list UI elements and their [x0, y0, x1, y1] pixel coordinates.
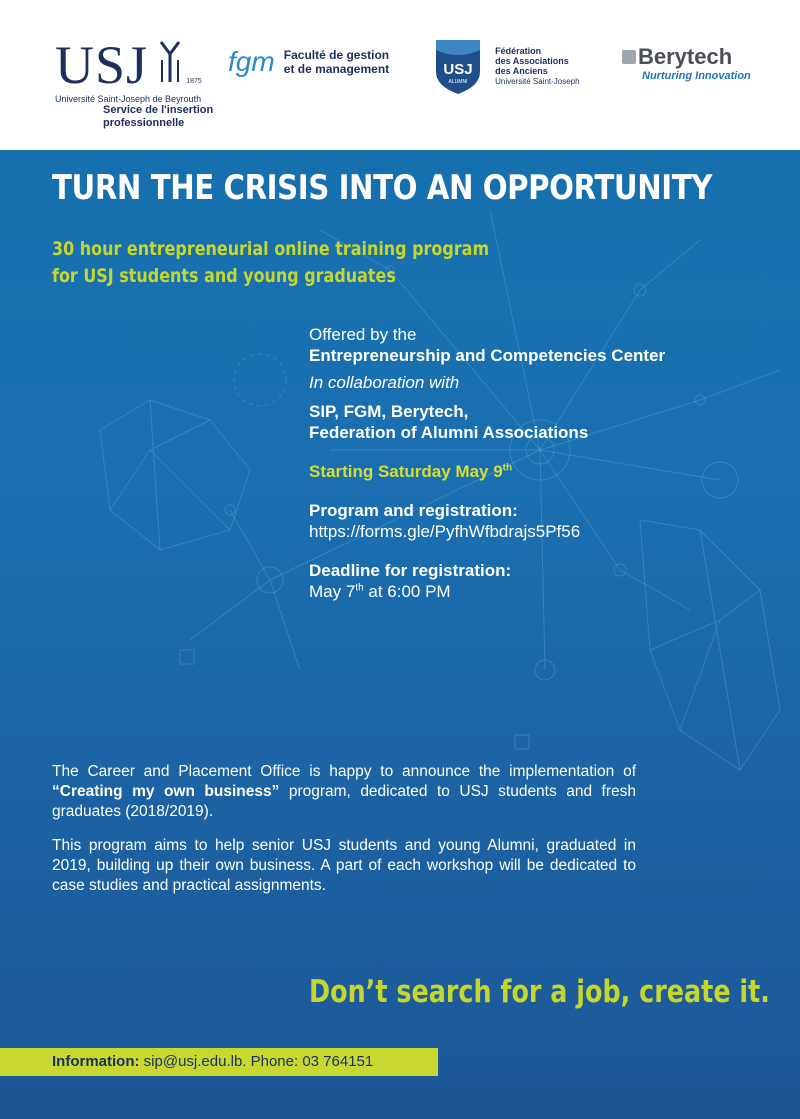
start-date: [309, 461, 749, 482]
federation-logo: [432, 36, 602, 96]
slogan: Don’t search for a job, create it.: [309, 974, 770, 1010]
fgm-text: [284, 48, 389, 76]
berytech-square-icon: [622, 50, 636, 64]
poster-title: TURN THE CRISIS INTO AN OPPORTUNITY: [52, 168, 712, 208]
info-label: Information:: [52, 1053, 140, 1070]
fgm-line2: et de management: [283, 62, 390, 76]
info-text: [52, 1053, 373, 1070]
deadline-pre: May 7: [309, 582, 356, 601]
para1-pre: The Career and Placement Office is happy to announce the implementation of: [52, 763, 636, 780]
fgm-mark: fgm: [228, 46, 275, 77]
collab-label: In collaboration with: [309, 373, 460, 392]
deadline-sup: th: [355, 582, 364, 594]
poster-subtitle: [52, 236, 489, 290]
program-label: Program and registration:: [309, 501, 518, 520]
header: [0, 0, 800, 150]
fgm-line1: Faculté de gestion: [283, 48, 390, 62]
usj-service-line2: professionnelle: [103, 117, 185, 129]
info-bar: [0, 1048, 438, 1076]
para1-bold: “Creating my own business”: [52, 783, 280, 800]
deadline-date: [309, 581, 749, 602]
start-date-text: Starting Saturday May 9: [309, 462, 503, 481]
federation-line1: Fédération: [495, 46, 542, 56]
federation-line4: Université Saint-Joseph: [495, 77, 580, 86]
start-date-sup: th: [502, 462, 513, 474]
paragraph-1: [52, 762, 636, 822]
berytech-tagline: Nurturing Innovation: [642, 70, 751, 82]
usj-service-line1: Service de l'insertion: [103, 104, 214, 116]
usj-year: 1875: [186, 78, 202, 85]
info-contact[interactable]: sip@usj.edu.lb. Phone: 03 764151: [139, 1053, 374, 1070]
center-name: Entrepreneurship and Competencies Center: [309, 346, 666, 365]
fgm-logo: [228, 46, 403, 78]
paragraph-2: This program aims to help senior USJ students and young Alumni, graduated in 2019, building up their own business. A part of each workshop will be dedicated to case studies and practical assignments.: [52, 837, 636, 894]
partners-line1: SIP, FGM, Berytech,: [309, 402, 469, 421]
berytech-name: Berytech: [638, 44, 733, 69]
federation-line3: des Anciens: [495, 66, 548, 76]
subtitle-line2: for USJ students and young graduates: [52, 265, 396, 287]
federation-text: [495, 46, 579, 87]
usj-logo: [55, 35, 215, 130]
description: [52, 762, 636, 910]
berytech-logo: [622, 44, 772, 82]
federation-line2: des Associations: [495, 56, 569, 66]
usj-emblem-icon: [159, 40, 181, 86]
usj-wordmark: USJ: [55, 35, 149, 95]
offered-by: Offered by the: [309, 325, 417, 344]
subtitle-line1: 30 hour entrepreneurial online training program: [52, 238, 490, 260]
registration-link[interactable]: https://forms.gle/PyfhWfbdrajs5Pf56: [309, 522, 581, 541]
deadline-label: Deadline for registration:: [309, 561, 512, 580]
poster: [0, 150, 800, 1119]
alumni-shield-icon: [432, 36, 484, 96]
shield-subtext: ALUMNI: [448, 79, 468, 85]
usj-university-name: Université Saint-Joseph de Beyrouth: [55, 94, 202, 104]
para1-post: program, dedicated to USJ students and fresh graduates (2018/2019).: [52, 783, 636, 820]
bottom-strip: [0, 1080, 800, 1119]
program-info: [309, 324, 749, 602]
deadline-post: at 6:00 PM: [363, 582, 451, 601]
shield-text: USJ: [443, 61, 473, 78]
partners-line2: Federation of Alumni Associations: [309, 423, 589, 442]
